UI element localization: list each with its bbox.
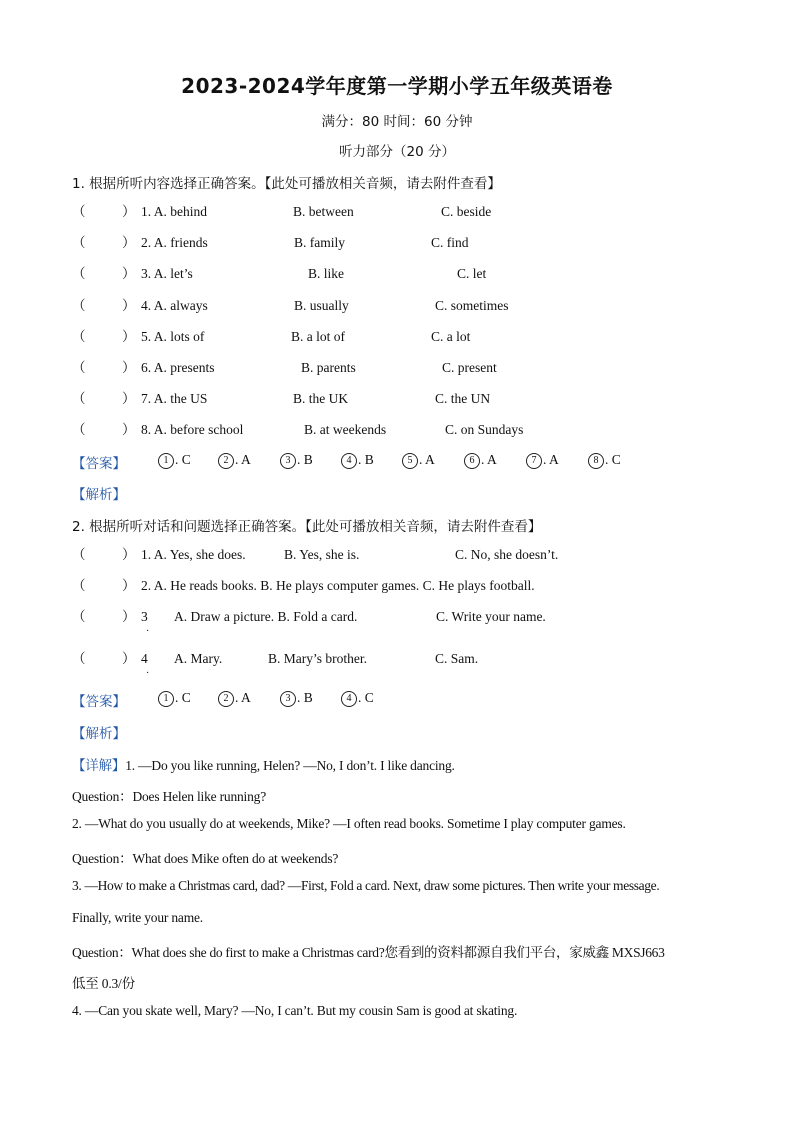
detail-line: Finally, write your name. bbox=[72, 910, 203, 925]
answer-value: . B bbox=[297, 690, 313, 705]
paren-right: ） bbox=[122, 391, 136, 407]
q1-question-row bbox=[72, 202, 722, 222]
paren-right: ） bbox=[122, 578, 136, 593]
option-c: C. No, she doesn’t. bbox=[455, 547, 559, 562]
q1-question-row bbox=[72, 327, 722, 347]
answer-tag: 【答案】 bbox=[72, 694, 126, 710]
detail-line: 2. —What do you usually do at weekends, Mike? —I often read books. Sometime I play computer games. bbox=[72, 816, 626, 831]
answer-item bbox=[158, 690, 191, 707]
q2-question-row bbox=[72, 607, 722, 627]
q1-question-row bbox=[72, 296, 722, 316]
answer-item bbox=[341, 690, 374, 707]
question-number: 4 bbox=[141, 651, 148, 666]
option-b: B. between bbox=[293, 204, 354, 219]
paren-left: （ bbox=[72, 204, 86, 219]
option-b: B. at weekends bbox=[304, 422, 387, 438]
answer-tag: 【答案】 bbox=[72, 456, 126, 472]
answer-item bbox=[280, 452, 313, 469]
answer-value: . A bbox=[481, 452, 497, 467]
answer-item bbox=[464, 452, 497, 469]
circled-number: 1 bbox=[158, 691, 174, 707]
paren-right: ） bbox=[122, 204, 136, 219]
answer-item bbox=[402, 452, 435, 469]
option-c: C. present bbox=[442, 360, 497, 375]
option-a: 6. A. presents bbox=[141, 360, 215, 375]
answer-item bbox=[526, 452, 559, 469]
paren-right: ） bbox=[122, 651, 136, 666]
option-c: C. Write your name. bbox=[436, 609, 546, 624]
paren-left: （ bbox=[72, 391, 86, 407]
option-c: C. the UN bbox=[435, 391, 491, 407]
option-b: B. family bbox=[294, 235, 345, 251]
punct-dot: · bbox=[146, 668, 150, 679]
option-a: 4. A. always bbox=[141, 297, 208, 313]
paren-left: （ bbox=[72, 297, 86, 313]
option-c: C. on Sundays bbox=[445, 422, 524, 438]
option-b: B. like bbox=[308, 266, 344, 282]
answer-value: . C bbox=[605, 452, 621, 467]
circled-number: 6 bbox=[464, 453, 480, 469]
paren-right: ） bbox=[122, 422, 136, 438]
circled-number: 4 bbox=[341, 691, 357, 707]
answer-value: . A bbox=[419, 452, 435, 467]
detail-line: Question：What does Mike often do at weekends? bbox=[72, 851, 339, 866]
option-a: A. Mary. bbox=[174, 651, 223, 666]
paren-right: ） bbox=[122, 266, 136, 282]
paren-right: ） bbox=[122, 609, 136, 624]
q2-analysis-tag: 【解析】 bbox=[72, 726, 126, 742]
circled-number: 5 bbox=[402, 453, 418, 469]
q2-question-row bbox=[72, 649, 722, 669]
option-a: 7. A. the US bbox=[141, 391, 208, 407]
detail-line: 低至 0.3/份 bbox=[72, 976, 135, 991]
option-c: C. a lot bbox=[431, 328, 471, 344]
answer-item bbox=[588, 452, 621, 469]
answer-value: . C bbox=[175, 690, 191, 705]
answer-item bbox=[218, 690, 251, 707]
answer-value: . A bbox=[235, 690, 251, 705]
section-heading: 听力部分（20 分） bbox=[339, 144, 455, 160]
circled-number: 7 bbox=[526, 453, 542, 469]
option-c: C. sometimes bbox=[435, 297, 509, 313]
option-a: 1. A. Yes, she does. bbox=[141, 547, 246, 562]
option-a: 2. A. He reads books. B. He plays computer games. C. He plays football. bbox=[141, 578, 535, 593]
circled-number: 2 bbox=[218, 453, 234, 469]
option-a: 3. A. let’s bbox=[141, 266, 193, 282]
circled-number: 3 bbox=[280, 453, 296, 469]
answer-value: . C bbox=[358, 690, 374, 705]
detail-tag: 【详解】 bbox=[72, 758, 126, 774]
paren-left: （ bbox=[72, 651, 86, 666]
detail-line bbox=[72, 754, 455, 774]
option-a: A. Draw a picture. B. Fold a card. bbox=[174, 609, 358, 624]
option-b: B. the UK bbox=[293, 391, 349, 407]
circled-number: 4 bbox=[341, 453, 357, 469]
q1-question-row bbox=[72, 420, 722, 440]
circled-number: 2 bbox=[218, 691, 234, 707]
detail-line: Question：What does she do first to make a Christmas card?您看到的资料都源自我们平台，家威鑫 MXSJ663 bbox=[72, 945, 665, 960]
page-title: 2023-2024学年度第一学期小学五年级英语卷 bbox=[181, 74, 613, 98]
q2-answer-row bbox=[72, 690, 126, 710]
q1-question-row bbox=[72, 358, 722, 378]
option-a: 1. A. behind bbox=[141, 204, 207, 219]
paren-left: （ bbox=[72, 266, 86, 282]
q2-instruction: 2. 根据所听对话和问题选择正确答案。【此处可播放相关音频，请去附件查看】 bbox=[72, 519, 542, 535]
detail-line: Question：Does Helen like running? bbox=[72, 789, 266, 804]
paren-left: （ bbox=[72, 422, 86, 438]
answer-value: . A bbox=[235, 452, 251, 467]
detail-line: 3. —How to make a Christmas card, dad? —First, Fold a card. Next, draw some pictures. Then write your message. bbox=[72, 878, 660, 893]
paren-left: （ bbox=[72, 235, 86, 251]
question-number: 3 bbox=[141, 609, 148, 624]
circled-number: 3 bbox=[280, 691, 296, 707]
answer-item bbox=[218, 452, 251, 469]
option-b: B. usually bbox=[294, 297, 349, 313]
option-b: B. Mary’s brother. bbox=[268, 651, 367, 666]
q1-answer-row bbox=[72, 452, 126, 472]
option-c: C. let bbox=[457, 266, 487, 282]
option-c: C. find bbox=[431, 235, 469, 251]
circled-number: 1 bbox=[158, 453, 174, 469]
option-b: B. Yes, she is. bbox=[284, 547, 360, 562]
answer-value: . B bbox=[358, 452, 374, 467]
paren-left: （ bbox=[72, 360, 86, 375]
punct-dot: · bbox=[146, 626, 150, 637]
answer-item bbox=[341, 452, 374, 469]
answer-item bbox=[158, 452, 191, 469]
q1-question-row bbox=[72, 233, 722, 253]
option-a: 5. A. lots of bbox=[141, 328, 205, 344]
q2-question-row bbox=[72, 576, 722, 596]
option-c: C. beside bbox=[441, 204, 492, 219]
paren-right: ） bbox=[122, 360, 136, 375]
option-c: C. Sam. bbox=[435, 651, 479, 666]
option-a: 2. A. friends bbox=[141, 235, 208, 251]
score-time-line: 满分：80 时间：60 分钟 bbox=[321, 114, 473, 130]
paren-right: ） bbox=[122, 328, 136, 344]
paren-left: （ bbox=[72, 547, 86, 562]
detail-text: 1. —Do you like running, Helen? —No, I don’t. I like dancing. bbox=[125, 758, 455, 773]
answer-value: . A bbox=[543, 452, 559, 467]
detail-line: 4. —Can you skate well, Mary? —No, I can’t. But my cousin Sam is good at skating. bbox=[72, 1003, 518, 1018]
paren-right: ） bbox=[122, 297, 136, 313]
option-a: 8. A. before school bbox=[141, 422, 244, 438]
answer-value: . C bbox=[175, 452, 191, 467]
q2-question-row bbox=[72, 545, 722, 565]
answer-item bbox=[280, 690, 313, 707]
q1-instruction: 1. 根据所听内容选择正确答案。【此处可播放相关音频，请去附件查看】 bbox=[72, 176, 501, 192]
paren-right: ） bbox=[122, 235, 136, 251]
q1-analysis-tag: 【解析】 bbox=[72, 487, 126, 503]
circled-number: 8 bbox=[588, 453, 604, 469]
paren-right: ） bbox=[122, 547, 136, 562]
q1-question-row bbox=[72, 264, 722, 284]
answer-value: . B bbox=[297, 452, 313, 467]
paren-left: （ bbox=[72, 328, 86, 344]
paren-left: （ bbox=[72, 578, 86, 593]
paren-left: （ bbox=[72, 609, 86, 624]
option-b: B. parents bbox=[301, 360, 356, 375]
option-b: B. a lot of bbox=[291, 328, 345, 344]
q1-question-row bbox=[72, 389, 722, 409]
